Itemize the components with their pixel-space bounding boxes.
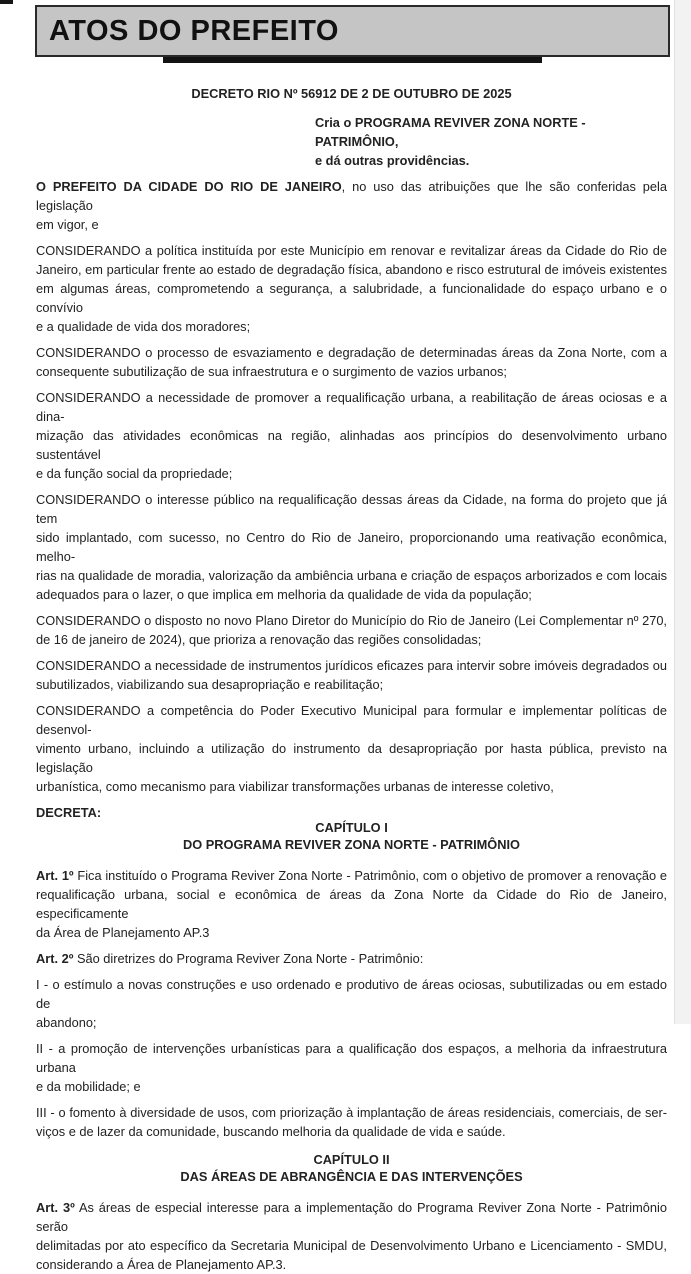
bold-run: Art. 1º <box>36 868 74 883</box>
considerando-2 <box>36 343 667 381</box>
bold-run: Art. 3º <box>36 1200 75 1215</box>
doc-line: em vigor, e <box>36 217 99 232</box>
considerando-3 <box>36 388 667 483</box>
section-title: ATOS DO PREFEITO <box>49 14 339 47</box>
doc-line: de 16 de janeiro de 2024), que prioriza a renovação das regiões consolidadas; <box>36 632 482 647</box>
considerando-6 <box>36 656 667 694</box>
corner-mark <box>0 0 13 4</box>
doc-line: requalificação urbana, social e econômica de áreas da Zona Norte da Cidade do Rio de Janeiro, especificamente <box>36 887 667 921</box>
doc-line: e da função social da propriedade; <box>36 466 233 481</box>
doc-line: consequente subutilização de sua infraestrutura e o surgimento de vazios urbanos; <box>36 364 507 379</box>
doc-line: CONSIDERANDO a necessidade de promover a requalificação urbana, a reabilitação de áreas ociosas e a dina- <box>36 390 667 424</box>
doc-line: abandono; <box>36 1015 97 1030</box>
considerando-7 <box>36 701 667 796</box>
doc-line: urbanística, como mecanismo para viabilizar transformações urbanas de interesse coletivo, <box>36 779 554 794</box>
doc-line: CONSIDERANDO o processo de esvaziamento e degradação de determinadas áreas da Zona Norte, com a <box>36 345 667 360</box>
bold-run: O PREFEITO DA CIDADE DO RIO DE JANEIRO <box>36 179 342 194</box>
doc-line: CAPÍTULO II <box>313 1152 390 1167</box>
inciso-1 <box>36 975 667 1032</box>
preamble <box>36 177 667 234</box>
chapter-2 <box>36 1151 667 1185</box>
doc-line: III - o fomento à diversidade de usos, com priorização à implantação de áreas residenciais, comerciais, de ser- <box>36 1105 667 1120</box>
decree-heading <box>36 84 667 103</box>
section-title-box <box>35 5 670 57</box>
doc-line: mização das atividades econômicas na região, alinhadas aos princípios do desenvolvimento urbano sustentável <box>36 428 667 462</box>
doc-line: considerando a Área de Planejamento AP.3. <box>36 1257 287 1272</box>
considerando-1 <box>36 241 667 336</box>
doc-line: adequados para o lazer, o que implica em melhoria da qualidade de vida da população; <box>36 587 532 602</box>
doc-line: e dá outras providências. <box>315 153 470 168</box>
considerando-4 <box>36 490 667 604</box>
chapter-1 <box>36 819 667 853</box>
doc-line: II - a promoção de intervenções urbanísticas para a qualificação dos espaços, a melhoria da infraestrutura urbana <box>36 1041 667 1075</box>
doc-line: Art. 3º As áreas de especial interesse para a implementação do Programa Reviver Zona Norte - Patrimônio serão <box>36 1200 667 1234</box>
doc-line: DAS ÁREAS DE ABRANGÊNCIA E DAS INTERVENÇÕES <box>180 1169 523 1184</box>
doc-line: rias na qualidade de moradia, valorização da ambiência urbana e criação de espaços arborizados e com locais <box>36 568 667 583</box>
document-body <box>36 62 667 1274</box>
doc-line: em algumas áreas, comprometendo a segurança, a salubridade, a funcionalidade do espaço urbano e o convívio <box>36 281 667 315</box>
doc-line: CAPÍTULO I <box>315 820 388 835</box>
doc-line: CONSIDERANDO a necessidade de instrumentos jurídicos eficazes para intervir sobre imóveis degradados ou <box>36 658 667 673</box>
artigo-2 <box>36 949 667 968</box>
artigo-1 <box>36 866 667 942</box>
doc-line: e da mobilidade; e <box>36 1079 141 1094</box>
doc-line: Cria o PROGRAMA REVIVER ZONA NORTE - PATRIMÔNIO, <box>315 115 586 149</box>
doc-line: CONSIDERANDO o disposto no novo Plano Diretor do Município do Rio de Janeiro (Lei Complementar nº 270, <box>36 613 667 628</box>
doc-line: DECRETA: <box>36 805 102 820</box>
doc-line: vimento urbano, incluindo a utilização do instrumento da desapropriação por hasta pública, previsto na legislação <box>36 741 667 775</box>
decree-summary <box>315 113 667 170</box>
doc-line: delimitadas por ato específico da Secretaria Municipal de Desenvolvimento Urbano e Licenciamento - SMDU, <box>36 1238 667 1253</box>
doc-line: DO PROGRAMA REVIVER ZONA NORTE - PATRIMÔNIO <box>183 837 520 852</box>
doc-line: e a qualidade de vida dos moradores; <box>36 319 251 334</box>
doc-line: CONSIDERANDO a competência do Poder Executivo Municipal para formular e implementar políticas de desenvol- <box>36 703 667 737</box>
doc-line: da Área de Planejamento AP.3 <box>36 925 210 940</box>
doc-line: Janeiro, em particular frente ao estado de degradação física, abandono e risco estrutural de imóveis existentes <box>36 262 667 277</box>
doc-line: CONSIDERANDO o interesse público na requalificação dessas áreas da Cidade, na forma do projeto que já tem <box>36 492 667 526</box>
doc-line: viços e de lazer da comunidade, buscando melhoria da qualidade de vida e saúde. <box>36 1124 506 1139</box>
inciso-3 <box>36 1103 667 1141</box>
doc-line: DECRETO RIO Nº 56912 DE 2 DE OUTUBRO DE 2025 <box>191 86 512 101</box>
doc-line: subutilizados, viabilizando sua desapropriação e reabilitação; <box>36 677 384 692</box>
doc-line: Art. 1º Fica instituído o Programa Reviver Zona Norte - Patrimônio, com o objetivo de promover a renovação e <box>36 868 667 883</box>
inciso-2 <box>36 1039 667 1096</box>
artigo-3 <box>36 1198 667 1274</box>
doc-line: O PREFEITO DA CIDADE DO RIO DE JANEIRO, no uso das atribuições que lhe são conferidas pela legislação <box>36 179 667 213</box>
page-edge-strip <box>674 0 691 1024</box>
considerando-5 <box>36 611 667 649</box>
doc-line: sido implantado, com sucesso, no Centro do Rio de Janeiro, proporcionando uma reativação econômica, melho- <box>36 530 667 564</box>
bold-run: Art. 2º <box>36 951 74 966</box>
doc-line: Art. 2º São diretrizes do Programa Reviver Zona Norte - Patrimônio: <box>36 951 424 966</box>
doc-line: I - o estímulo a novas construções e uso ordenado e produtivo de áreas ociosas, subutilizadas ou em estado de <box>36 977 667 1011</box>
doc-line: CONSIDERANDO a política instituída por este Município em renovar e revitalizar áreas da Cidade do Rio de <box>36 243 667 258</box>
